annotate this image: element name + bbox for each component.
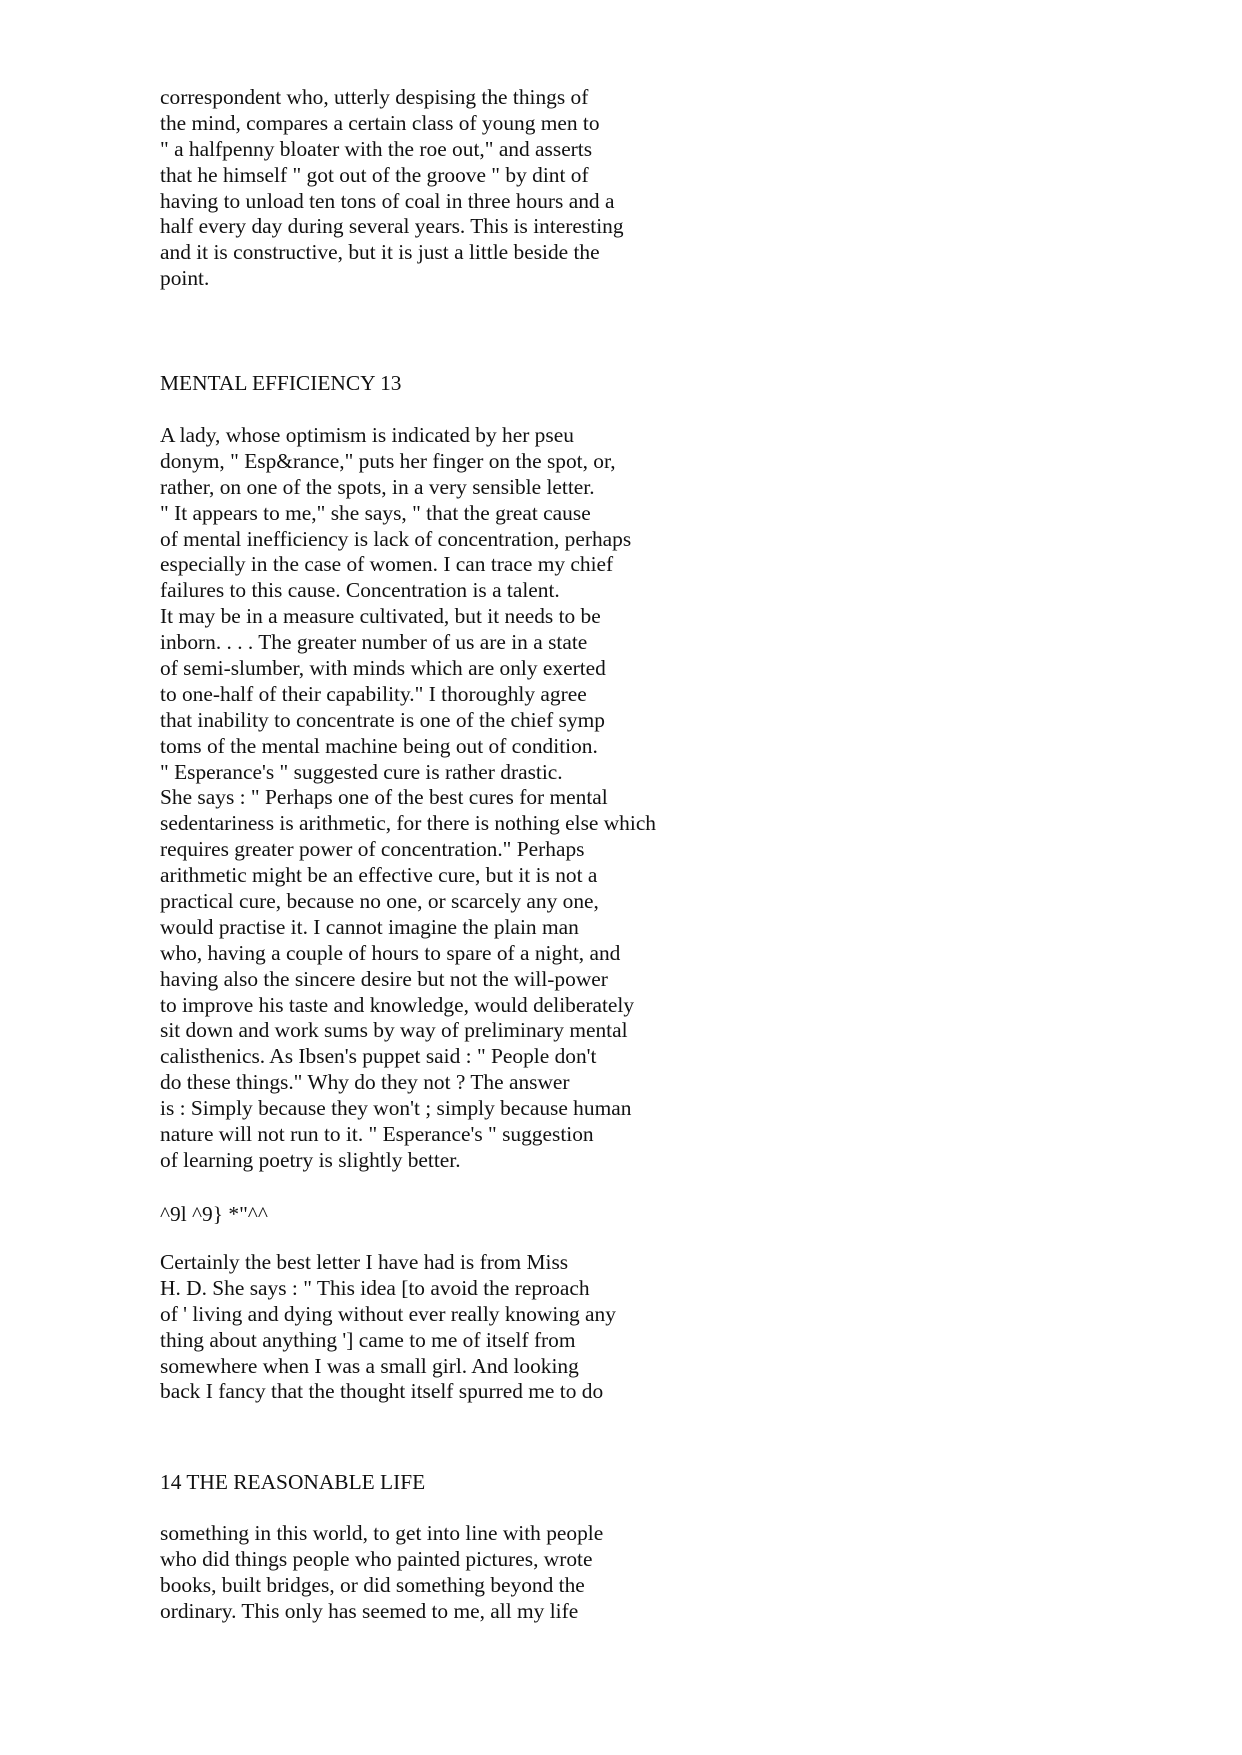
text-line: having to unload ten tons of coal in three hours and a — [160, 188, 615, 213]
text-line: of ' living and dying without ever really knowing any — [160, 1301, 616, 1326]
text-line: ordinary. This only has seemed to me, all my life — [160, 1598, 579, 1623]
text-line: would practise it. I cannot imagine the plain man — [160, 914, 579, 939]
text-line: calisthenics. As Ibsen's puppet said : " People don't — [160, 1044, 597, 1069]
text-line: having also the sincere desire but not the will-power — [160, 966, 608, 991]
text-line: rather, on one of the spots, in a very sensible letter. — [160, 474, 595, 499]
text-line: " a halfpenny bloater with the roe out," and asserts — [160, 136, 593, 161]
text-line: is : Simply because they won't ; simply because human — [160, 1096, 632, 1121]
text-line: inborn. . . . The greater number of us are in a state — [160, 630, 588, 655]
text-line: arithmetic might be an effective cure, but it is not a — [160, 863, 598, 888]
text-line: correspondent who, utterly despising the things of — [160, 85, 589, 109]
paragraph-continuation — [160, 85, 624, 292]
text-line: who did things people who painted pictures, wrote — [160, 1546, 593, 1571]
text-line: sit down and work sums by way of preliminary mental — [160, 1018, 628, 1043]
text-line: and it is constructive, but it is just a little beside the — [160, 240, 600, 265]
text-line: of mental inefficiency is lack of concentration, perhaps — [160, 526, 632, 551]
text-line: A lady, whose optimism is indicated by her pseu — [160, 423, 574, 447]
text-line: that he himself " got out of the groove " by dint of — [160, 162, 589, 187]
paragraph-esperance — [160, 423, 656, 1174]
text-line: " Esperance's " suggested cure is rather drastic. — [160, 759, 563, 784]
text-line: back I fancy that the thought itself spurred me to do — [160, 1379, 604, 1404]
text-line: failures to this cause. Concentration is a talent. — [160, 578, 560, 603]
text-line: toms of the mental machine being out of condition. — [160, 733, 598, 758]
text-line: sedentariness is arithmetic, for there is nothing else which — [160, 811, 657, 836]
text-line: H. D. She says : " This idea [to avoid the reproach — [160, 1275, 590, 1300]
text-line: something in this world, to get into line with people — [160, 1521, 604, 1545]
text-line: that inability to concentrate is one of the chief symp — [160, 707, 605, 732]
text-line: the mind, compares a certain class of young men to — [160, 110, 600, 135]
text-line: practical cure, because no one, or scarcely any one, — [160, 889, 599, 914]
running-header-reasonable-life: 14 THE REASONABLE LIFE — [160, 1470, 426, 1494]
text-line: thing about anything '] came to me of itself from — [160, 1327, 576, 1352]
text-line: especially in the case of women. I can trace my chief — [160, 552, 614, 577]
text-line: donym, " Esp&rance," puts her finger on the spot, or, — [160, 448, 616, 473]
text-line: somewhere when I was a small girl. And looking — [160, 1353, 579, 1378]
text-line: It may be in a measure cultivated, but it needs to be — [160, 604, 601, 629]
text-line: " It appears to me," she says, " that the great cause — [160, 500, 591, 525]
text-line: do these things." Why do they not ? The answer — [160, 1070, 570, 1095]
paragraph-miss-hd — [160, 1250, 616, 1405]
text-line: point. — [160, 266, 210, 291]
running-header-mental-efficiency: MENTAL EFFICIENCY 13 — [160, 371, 402, 395]
text-line: books, built bridges, or did something beyond the — [160, 1572, 585, 1597]
paragraph-continuation-end — [160, 1521, 603, 1625]
text-line: who, having a couple of hours to spare of a night, and — [160, 940, 621, 965]
text-line: of learning poetry is slightly better. — [160, 1147, 461, 1172]
text-line: requires greater power of concentration." Perhaps — [160, 837, 585, 862]
text-line: nature will not run to it. " Esperance's " suggestion — [160, 1122, 594, 1147]
text-line: of semi-slumber, with minds which are only exerted — [160, 656, 606, 681]
text-line: to one-half of their capability." I thoroughly agree — [160, 681, 587, 706]
text-line: She says : " Perhaps one of the best cures for mental — [160, 785, 608, 810]
text-line: Certainly the best letter I have had is from Miss — [160, 1250, 569, 1274]
text-line: half every day during several years. This is interesting — [160, 214, 624, 239]
ocr-noise-line: ^9l ^9} *"^^ — [160, 1202, 268, 1226]
text-line: to improve his taste and knowledge, would deliberately — [160, 992, 635, 1017]
